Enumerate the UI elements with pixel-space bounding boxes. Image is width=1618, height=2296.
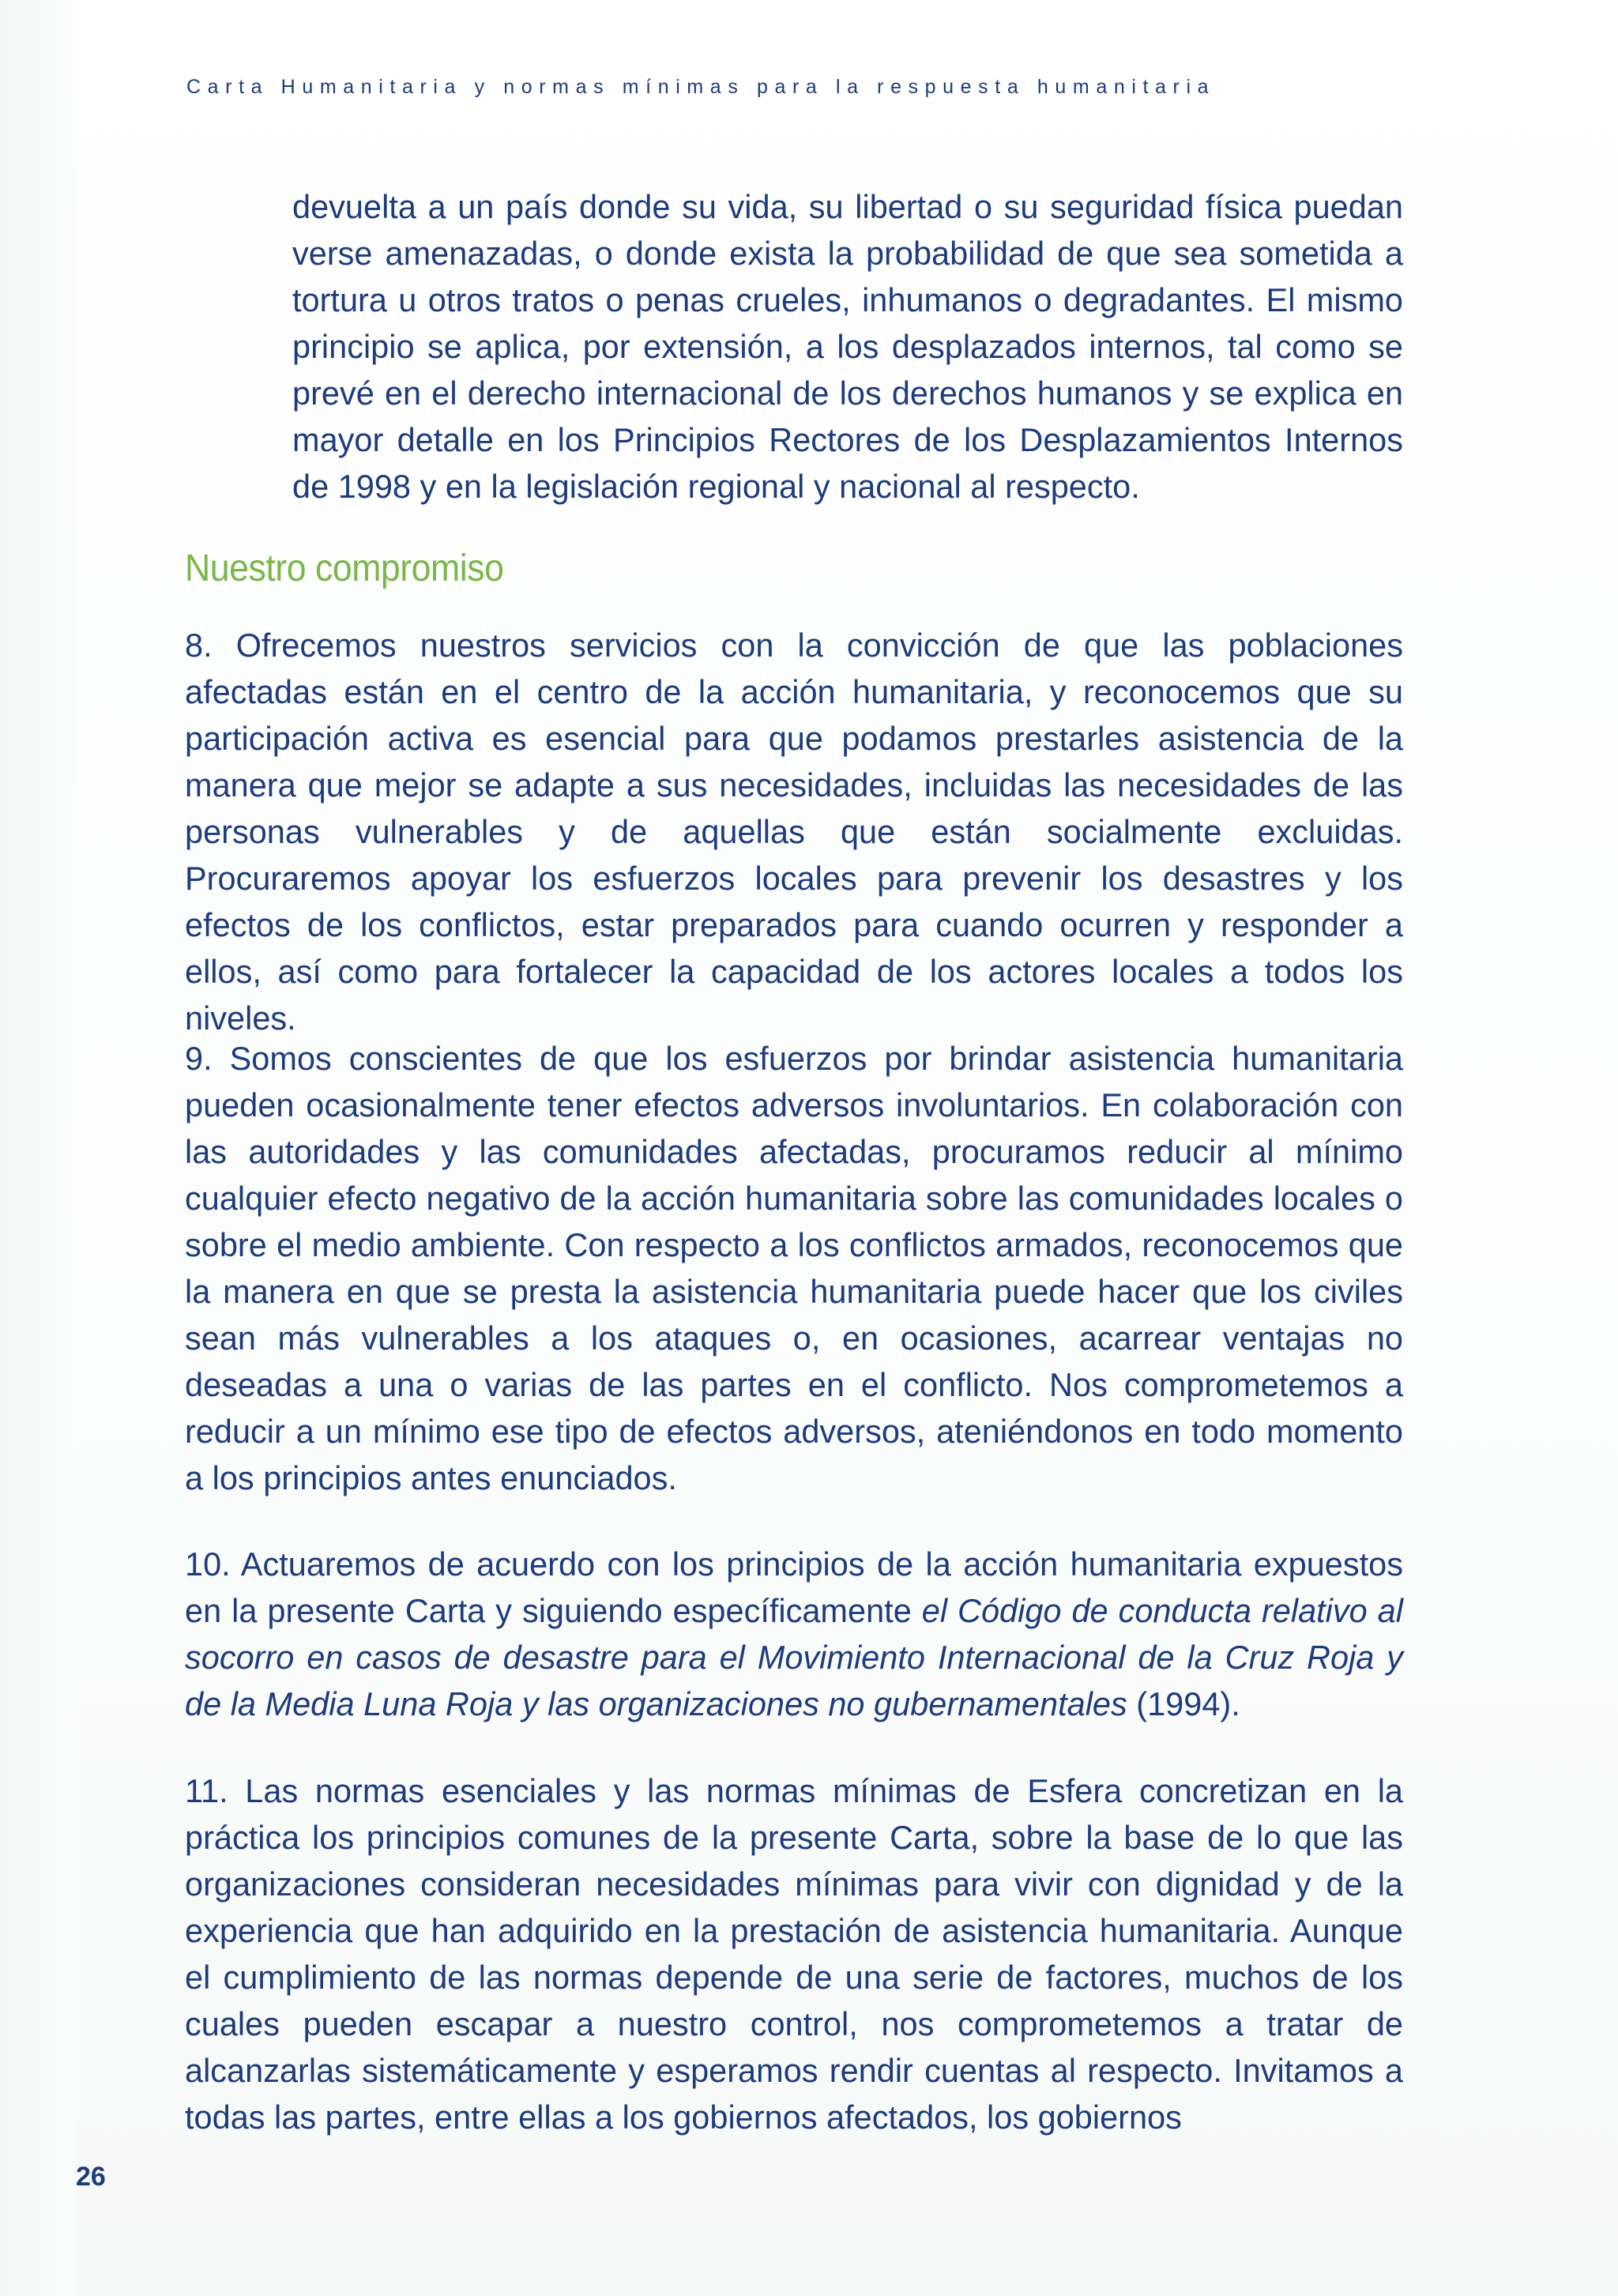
paragraph-10-text-before: 10. Actuaremos de acuerdo con los principios de la acción humanitaria expuestos en la presente Carta y siguiendo específicamente <box>185 1545 1403 1629</box>
paragraph-8: 8. Ofrecemos nuestros servicios con la convicción de que las poblaciones afectadas están en el centro de la acción humanitaria, y reconocemos que su participación activa es esencial para que podamos prestarles asistencia de la manera que mejor se adapte a sus necesidades, incluidas las necesidades de las personas vulnerables y de aquellas que están socialmente excluidas. Procuraremos apoyar los esfuerzos locales para prevenir los desastres y los efectos de los conflictos, estar preparados para cuando ocurren y responder a ellos, así como para fortalecer la capacidad de los actores locales a todos los niveles. <box>185 627 1403 1037</box>
paragraph-11: 11. Las normas esenciales y las normas mínimas de Esfera concretizan en la práctica los principios comunes de la presente Carta, sobre la base de lo que las organizaciones consideran necesidades mínimas para vivir con dignidad y de la experiencia que han adquirido en la prestación de asistencia humanitaria. Aunque el cumplimiento de las normas depende de una serie de factores, muchos de los cuales pueden escapar a nuestro control, nos comprometemos a tratar de alcanzarlas sistemáticamente y esperamos rendir cuentas al respecto. Invitamos a todas las partes, entre ellas a los gobiernos afectados, los gobiernos <box>185 1772 1403 2136</box>
continuation-paragraph: devuelta a un país donde su vida, su libertad o su seguridad física puedan verse amenazadas, o donde exista la probabilidad de que sea sometida a tortura u otros tratos o penas crueles, inhumanos o degradantes. El mismo principio se aplica, por extensión, a los desplazados internos, tal como se prevé en el derecho internacional de los derechos humanos y se explica en mayor detalle en los Principios Rectores de los Desplazamientos Internos de 1998 y en la legislación regional y nacional al respecto. <box>292 188 1403 505</box>
section-heading: Nuestro compromiso <box>185 548 504 589</box>
running-header: Carta Humanitaria y normas mínimas para la respuesta humanitaria <box>186 76 1216 98</box>
paragraph-10-italic-title: el Código de conducta relativo al socorro en casos de desastre para el Movimiento Internacional de la Cruz Roja y de la Media Luna Roja y las organizaciones no gubernamentales <box>185 1592 1403 1722</box>
paragraph-9: 9. Somos conscientes de que los esfuerzos por brindar asistencia humanitaria pueden ocasionalmente tener efectos adversos involuntarios. En colaboración con las autoridades y las comunidades afectadas, procuramos reducir al mínimo cualquier efecto negativo de la acción humanitaria sobre las comunidades locales o sobre el medio ambiente. Con respecto a los conflictos armados, reconocemos que la manera en que se presta la asistencia humanitaria puede hacer que los civiles sean más vulnerables a los ataques o, en ocasiones, acarrear ventajas no deseadas a una o varias de las partes en el conflicto. Nos comprometemos a reducir a un mínimo ese tipo de efectos adversos, ateniéndonos en todo momento a los principios antes enunciados. <box>185 1040 1403 1496</box>
paragraph-10 <box>185 1541 1403 1727</box>
page-number: 26 <box>76 2162 106 2192</box>
paragraph-10-text-after: (1994). <box>1127 1685 1240 1722</box>
left-margin-shade <box>0 0 76 2296</box>
